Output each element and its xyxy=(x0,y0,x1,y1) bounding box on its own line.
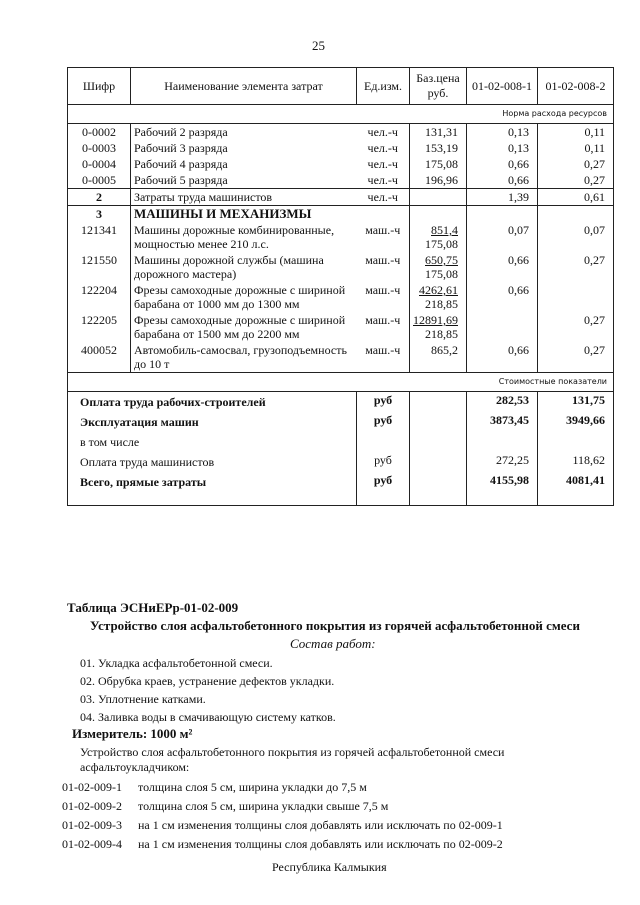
cell-unit: чел.-ч xyxy=(367,157,398,171)
cell-price xyxy=(410,312,467,342)
cell-name: Фрезы самоходные дорожные с шириной барабана от 1500 мм до 2200 мм xyxy=(131,312,357,342)
cell-name: Затраты труда машинистов xyxy=(131,189,357,206)
description-cont: асфальтоукладчиком: xyxy=(80,760,190,774)
cell-name: Оплата труда машинистов xyxy=(68,452,357,472)
cell-name: МАШИНЫ И МЕХАНИЗМЫ xyxy=(131,206,357,223)
cell-price xyxy=(410,124,467,141)
cost-row xyxy=(68,412,614,432)
cell-v2: 3949,66 xyxy=(538,412,614,432)
cell-unit: маш.-ч xyxy=(365,283,401,297)
item-text: толщина слоя 5 см, ширина укладки свыше 7,5 м xyxy=(138,799,389,813)
cell-v2 xyxy=(538,282,614,312)
list-item xyxy=(62,778,503,797)
cell-name: Рабочий 2 разряда xyxy=(131,124,357,141)
cell-unit: руб xyxy=(357,452,410,472)
cell-v2: 0,11 xyxy=(538,140,614,156)
cell-code: 122205 xyxy=(68,312,131,342)
steps-list xyxy=(80,654,336,726)
cell-price xyxy=(410,156,467,172)
composition-label: Состав работ: xyxy=(290,636,376,651)
cell-v1: 0,07 xyxy=(467,222,538,252)
items-list xyxy=(62,778,503,854)
cell-code: 0-0005 xyxy=(68,172,131,189)
cell-code: 0-0002 xyxy=(68,124,131,141)
step-item: 04. Заливка воды в смачивающую систему катков. xyxy=(80,710,336,724)
table-row xyxy=(68,156,614,172)
cell-code: 2 xyxy=(68,189,131,206)
item-code: 01-02-009-4 xyxy=(62,837,122,851)
cell-unit: руб xyxy=(357,472,410,506)
item-text: толщина слоя 5 см, ширина укладки до 7,5 м xyxy=(138,780,367,794)
cell-v2: 0,61 xyxy=(538,189,614,206)
list-item xyxy=(62,797,503,816)
base-price: 650,75 xyxy=(425,253,458,267)
cell-empty xyxy=(410,392,467,413)
cell-unit: руб xyxy=(357,392,410,413)
step-item: 02. Обрубка краев, устранение дефектов укладки. xyxy=(80,674,335,688)
cost-row xyxy=(68,392,614,413)
cell-code: 121341 xyxy=(68,222,131,252)
wage-price: 175,08 xyxy=(425,267,458,281)
table-row xyxy=(68,222,614,252)
page-number: 25 xyxy=(312,38,325,53)
meter: Измеритель: 1000 м² xyxy=(72,726,193,741)
cell-price xyxy=(410,282,467,312)
wage-price: 218,85 xyxy=(425,327,458,341)
cost-row xyxy=(68,432,614,452)
cell-v1: 3873,45 xyxy=(467,412,538,432)
step-item: 03. Уплотнение катками. xyxy=(80,692,206,706)
header-cell: Ед.изм. xyxy=(357,68,410,105)
cell-unit: чел.-ч xyxy=(367,125,398,139)
cell-empty xyxy=(410,452,467,472)
base-price: 851,4 xyxy=(431,223,458,237)
cell-v2 xyxy=(538,206,614,223)
cell-price xyxy=(410,189,467,206)
cell-v2: 0,27 xyxy=(538,252,614,282)
cell-unit: маш.-ч xyxy=(365,313,401,327)
cell-code: 0-0004 xyxy=(68,156,131,172)
table-row xyxy=(68,189,614,206)
cell-name: Рабочий 4 разряда xyxy=(131,156,357,172)
cell-v2: 0,11 xyxy=(538,124,614,141)
header-cell: Шифр xyxy=(68,68,131,105)
table-header xyxy=(68,68,614,105)
cell-price xyxy=(410,140,467,156)
base-price: 4262,61 xyxy=(419,283,458,297)
cell-v1: 282,53 xyxy=(467,392,538,413)
cell-unit: руб xyxy=(357,412,410,432)
cell-price xyxy=(410,342,467,373)
cell-v2: 0,27 xyxy=(538,342,614,373)
cell-unit xyxy=(357,206,410,223)
cell-v2: 4081,41 xyxy=(538,472,614,506)
cell-unit: чел.-ч xyxy=(367,141,398,155)
cell-v2 xyxy=(538,432,614,452)
wage-price: 175,08 xyxy=(425,237,458,251)
cell-code: 3 xyxy=(68,206,131,223)
list-item xyxy=(62,835,503,854)
cell-v1: 4155,98 xyxy=(467,472,538,506)
base-price: 175,08 xyxy=(425,157,458,171)
base-price: 196,96 xyxy=(425,173,458,187)
cell-v1: 0,66 xyxy=(467,172,538,189)
cell-price xyxy=(410,206,467,223)
cell-price xyxy=(410,172,467,189)
cell-v2: 0,27 xyxy=(538,312,614,342)
table-row xyxy=(68,172,614,189)
cell-name: Фрезы самоходные дорожные с шириной барабана от 1000 мм до 1300 мм xyxy=(131,282,357,312)
footer: Республика Калмыкия xyxy=(272,860,387,874)
section-costs-label: Стоимостные показатели xyxy=(68,373,614,392)
cell-empty xyxy=(410,472,467,506)
cell-name: Рабочий 5 разряда xyxy=(131,172,357,189)
section-heading: Устройство слоя асфальтобетонного покрытия из горячей асфальтобетонной смеси xyxy=(90,618,580,633)
cell-price xyxy=(410,222,467,252)
section-norms-label: Норма расхода ресурсов xyxy=(68,105,614,124)
cell-name: Машины дорожные комбинированные, мощностью менее 210 л.с. xyxy=(131,222,357,252)
cell-v2: 0,27 xyxy=(538,172,614,189)
cell-v2: 131,75 xyxy=(538,392,614,413)
table-row xyxy=(68,282,614,312)
cell-v1: 0,66 xyxy=(467,156,538,172)
cost-row xyxy=(68,452,614,472)
cell-unit: чел.-ч xyxy=(367,190,398,204)
cell-price xyxy=(410,252,467,282)
cell-name: Всего, прямые затраты xyxy=(68,472,357,506)
base-price: 865,2 xyxy=(431,343,458,357)
cell-v2: 0,07 xyxy=(538,222,614,252)
base-price: 153,19 xyxy=(425,141,458,155)
cell-unit xyxy=(357,432,410,452)
cell-v2: 118,62 xyxy=(538,452,614,472)
cell-name: в том числе xyxy=(68,432,357,452)
header-cell: 01-02-008-1 xyxy=(467,68,538,105)
item-code: 01-02-009-2 xyxy=(62,799,122,813)
item-code: 01-02-009-1 xyxy=(62,780,122,794)
header-cell: Баз.цена руб. xyxy=(410,68,467,105)
cell-v2: 0,27 xyxy=(538,156,614,172)
table-row xyxy=(68,252,614,282)
step-item: 01. Укладка асфальтобетонной смеси. xyxy=(80,656,273,670)
table-row xyxy=(68,342,614,373)
cell-v1: 0,13 xyxy=(467,124,538,141)
table-row xyxy=(68,124,614,141)
cell-name: Оплата труда рабочих-строителей xyxy=(68,392,357,413)
cell-unit: маш.-ч xyxy=(365,223,401,237)
table-row xyxy=(68,206,614,223)
cell-name: Рабочий 3 разряда xyxy=(131,140,357,156)
header-cell: 01-02-008-2 xyxy=(538,68,614,105)
cell-name: Автомобиль-самосвал, грузоподъемность до 10 т xyxy=(131,342,357,373)
description: Устройство слоя асфальтобетонного покрытия из горячей асфальтобетонной смеси xyxy=(80,745,505,759)
cost-row xyxy=(68,472,614,506)
cell-unit: маш.-ч xyxy=(365,343,401,357)
cell-code: 121550 xyxy=(68,252,131,282)
item-text: на 1 см изменения толщины слоя добавлять или исключать по 02-009-2 xyxy=(138,837,503,851)
cell-code: 122204 xyxy=(68,282,131,312)
base-price: 12891,69 xyxy=(413,313,458,327)
cell-v1: 0,66 xyxy=(467,282,538,312)
wage-price: 218,85 xyxy=(425,297,458,311)
cell-v1 xyxy=(467,432,538,452)
cell-v1: 1,39 xyxy=(467,189,538,206)
header-cell: Наименование элемента затрат xyxy=(131,68,357,105)
base-price: 131,31 xyxy=(425,125,458,139)
cell-v1: 0,66 xyxy=(467,252,538,282)
cell-name: Эксплуатация машин xyxy=(68,412,357,432)
cell-unit: маш.-ч xyxy=(365,253,401,267)
cell-empty xyxy=(410,412,467,432)
cell-empty xyxy=(410,432,467,452)
cell-v1 xyxy=(467,312,538,342)
list-item xyxy=(62,816,503,835)
cell-v1: 0,13 xyxy=(467,140,538,156)
cell-name: Машины дорожной службы (машина дорожного мастера) xyxy=(131,252,357,282)
table-row xyxy=(68,140,614,156)
cell-v1 xyxy=(467,206,538,223)
cell-code: 400052 xyxy=(68,342,131,373)
cell-code: 0-0003 xyxy=(68,140,131,156)
cell-v1: 0,66 xyxy=(467,342,538,373)
resource-table xyxy=(67,67,614,506)
cell-unit: чел.-ч xyxy=(367,173,398,187)
table-row xyxy=(68,312,614,342)
cell-v1: 272,25 xyxy=(467,452,538,472)
item-code: 01-02-009-3 xyxy=(62,818,122,832)
table-title: Таблица ЭСНиЕРр-01-02-009 xyxy=(67,600,239,615)
item-text: на 1 см изменения толщины слоя добавлять или исключать по 02-009-1 xyxy=(138,818,503,832)
